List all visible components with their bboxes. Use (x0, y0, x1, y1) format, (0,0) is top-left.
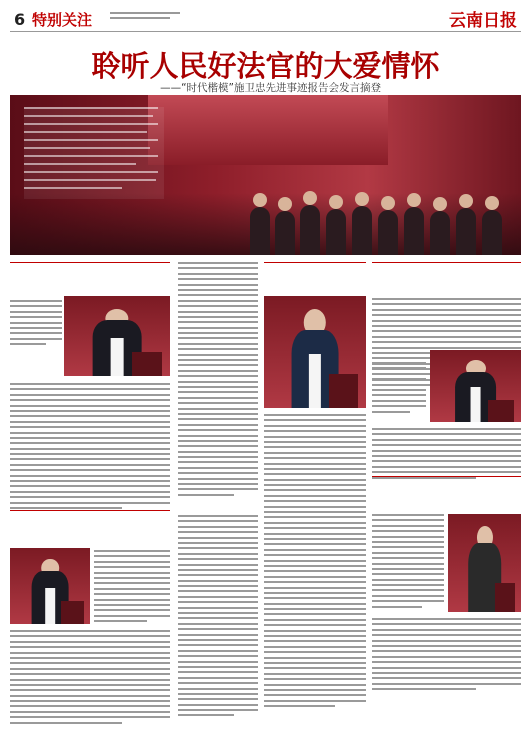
article-body-2a (94, 550, 170, 625)
section-divider (372, 262, 521, 263)
page-subheadline: ——“时代楷模”施卫忠先进事迹报告会发言摘登 (160, 82, 381, 94)
article-body-4b (372, 362, 426, 416)
speaker-caption (10, 514, 170, 522)
article-body-5b (372, 618, 521, 693)
event-photo (10, 95, 521, 255)
page-headline: 聆听人民好法官的大爱情怀 (91, 49, 440, 83)
page-number: 6 (14, 10, 26, 29)
article-body-3 (264, 414, 366, 710)
speaker-caption (372, 265, 521, 273)
section-divider (10, 510, 170, 511)
issue-info (110, 10, 180, 19)
article-title-3 (264, 276, 366, 296)
article-body-4c (372, 428, 521, 482)
section-label: 特别关注 (32, 11, 93, 29)
article-body-1b (10, 383, 170, 512)
speaker-photo-2 (10, 548, 90, 624)
article-body-1c (178, 262, 258, 499)
speaker-caption (264, 265, 366, 273)
intro-text-block (24, 107, 164, 199)
speaker-photo-5 (448, 514, 521, 612)
speaker-photo-4 (430, 350, 521, 422)
stage-screen (148, 95, 388, 165)
section-divider (10, 262, 170, 263)
section-divider (264, 262, 366, 263)
reporter-credit (451, 712, 521, 726)
article-body-2c (178, 515, 258, 720)
article-title-1 (10, 276, 170, 290)
article-body-5a (372, 514, 444, 611)
masthead-logo: 云南日报 (449, 11, 517, 31)
section-divider (372, 476, 521, 477)
article-body-1a (10, 300, 62, 349)
audience (10, 193, 521, 255)
article-title-2 (10, 525, 170, 539)
speaker-photo-1 (64, 296, 170, 376)
speaker-caption (10, 265, 170, 273)
article-body-2b (10, 630, 170, 727)
header-divider (10, 31, 521, 32)
speaker-photo-3 (264, 296, 366, 408)
article-title-4 (372, 276, 521, 290)
speaker-caption (372, 480, 521, 488)
article-title-5 (372, 491, 521, 505)
